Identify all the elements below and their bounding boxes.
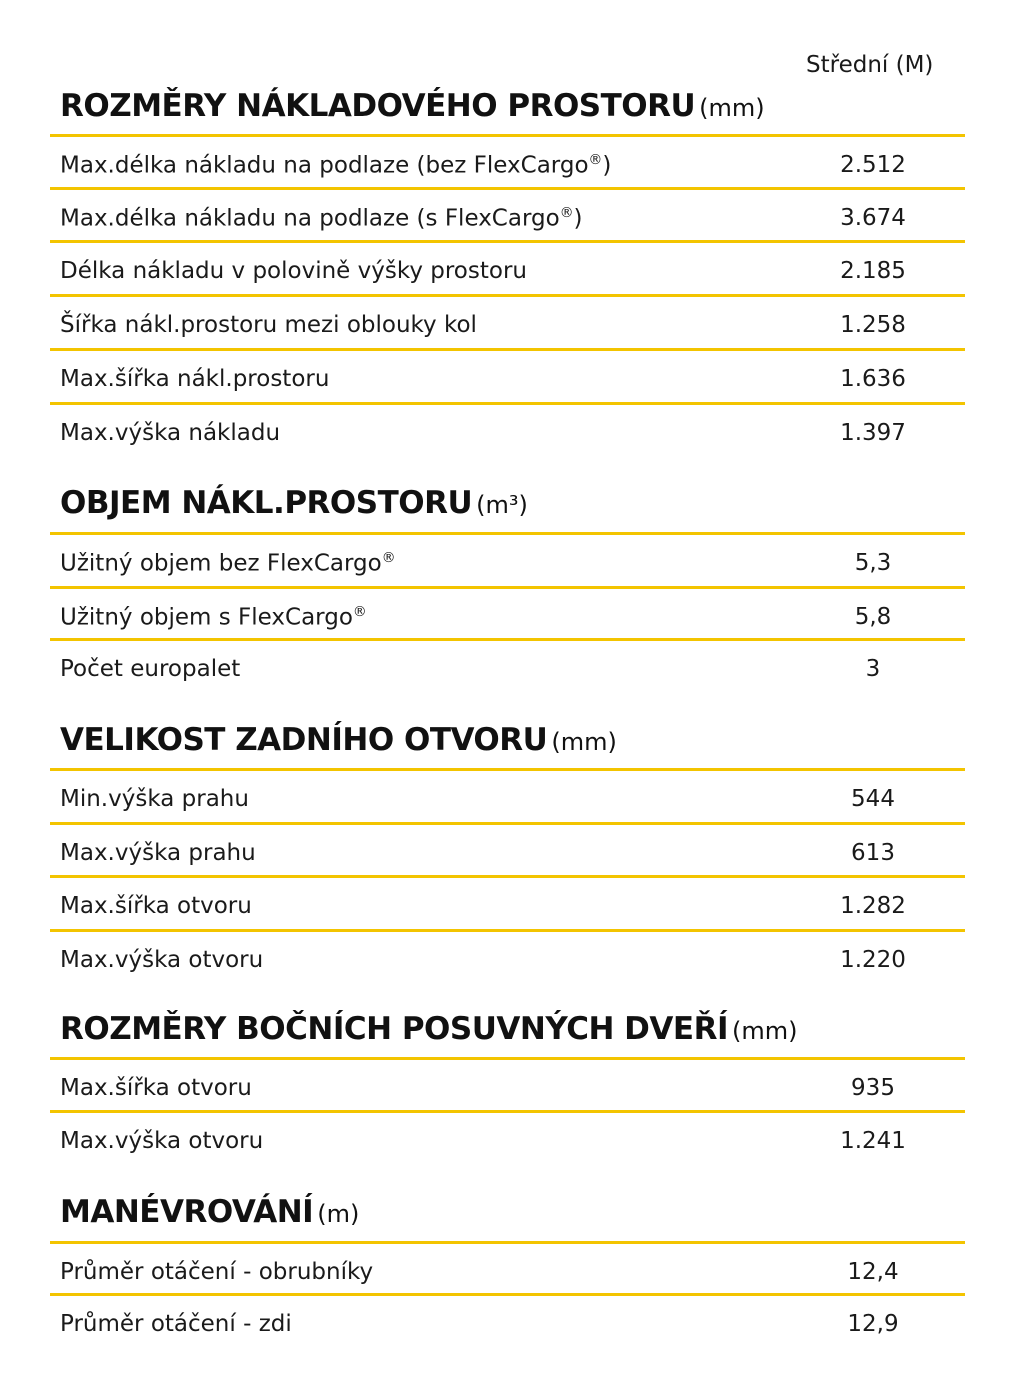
table-row (50, 644, 965, 696)
row-value: 1.241 (840, 1128, 906, 1154)
section-title-text: ROZMĚRY NÁKLADOVÉHO PROSTORU (60, 88, 696, 124)
section-title-cargo-volume (60, 485, 528, 521)
row-label: Min.výška prahu (60, 786, 249, 812)
row-label: Průměr otáčení - obrubníky (60, 1259, 374, 1285)
row-label: Užitný objem bez FlexCargo® (60, 550, 396, 577)
divider (50, 532, 965, 535)
divider (50, 929, 965, 932)
section-title-text: ROZMĚRY BOČNÍCH POSUVNÝCH DVEŘÍ (60, 1011, 728, 1047)
divider (50, 822, 965, 825)
section-title-text: OBJEM NÁKL.PROSTORU (60, 485, 473, 521)
table-row (50, 193, 965, 245)
row-label: Max.výška otvoru (60, 947, 264, 973)
divider (50, 240, 965, 243)
row-value: 5,8 (854, 604, 892, 630)
table-row (50, 140, 965, 192)
divider (50, 1057, 965, 1060)
row-label: Max.šířka otvoru (60, 1075, 252, 1101)
row-label: Délka nákladu v polovině výšky prostoru (60, 258, 527, 284)
divider (50, 586, 965, 589)
divider (50, 187, 965, 190)
table-row (50, 408, 965, 460)
column-header-medium: Střední (M) (806, 52, 934, 78)
divider (50, 875, 965, 878)
section-title-text: MANÉVROVÁNÍ (60, 1194, 314, 1230)
table-row (50, 935, 965, 987)
row-label: Max.výška prahu (60, 840, 256, 866)
table-row (50, 881, 965, 933)
row-value: 1.220 (840, 947, 906, 973)
row-label: Šířka nákl.prostoru mezi oblouky kol (60, 312, 477, 338)
divider (50, 638, 965, 641)
table-row (50, 592, 965, 644)
row-value: 613 (851, 840, 895, 866)
section-unit: (m) (317, 1200, 360, 1228)
section-unit: (mm) (699, 94, 765, 122)
row-label: Max.šířka nákl.prostoru (60, 366, 330, 392)
section-unit: (mm) (551, 728, 617, 756)
row-value: 935 (851, 1075, 895, 1101)
table-row (50, 774, 965, 826)
table-row (50, 1116, 965, 1168)
row-value: 1.258 (840, 312, 906, 338)
row-label: Max.délka nákladu na podlaze (bez FlexCargo®) (60, 152, 612, 179)
row-value: 544 (851, 786, 895, 812)
divider (50, 768, 965, 771)
table-row (50, 1247, 965, 1299)
table-row (50, 538, 965, 590)
row-label: Max.šířka otvoru (60, 893, 252, 919)
row-label: Užitný objem s FlexCargo® (60, 604, 367, 631)
row-label: Průměr otáčení - zdi (60, 1311, 292, 1337)
section-title-rear-opening (60, 722, 617, 758)
section-unit: (mm) (731, 1017, 798, 1045)
row-value: 1.397 (840, 420, 906, 446)
row-label: Max.výška nákladu (60, 420, 281, 446)
section-unit: (m³) (476, 491, 528, 519)
table-row (50, 828, 965, 880)
row-value: 2.512 (840, 152, 906, 178)
divider (50, 1110, 965, 1113)
divider (50, 348, 965, 351)
section-title-cargo-dimensions (60, 88, 765, 124)
section-title-text: VELIKOST ZADNÍHO OTVORU (60, 722, 548, 758)
table-row (50, 1063, 965, 1115)
row-value: 12,4 (847, 1259, 899, 1285)
divider (50, 1241, 965, 1244)
row-label: Počet europalet (60, 656, 241, 682)
divider (50, 294, 965, 297)
row-value: 1.282 (840, 893, 906, 919)
row-value: 12,9 (847, 1311, 899, 1337)
row-value: 3.674 (840, 205, 906, 231)
table-row (50, 246, 965, 298)
row-value: 3 (865, 656, 881, 682)
row-label: Max.délka nákladu na podlaze (s FlexCargo®) (60, 205, 583, 232)
row-value: 2.185 (840, 258, 906, 284)
table-row (50, 354, 965, 406)
divider (50, 1293, 965, 1296)
section-title-sliding-door (60, 1011, 797, 1047)
divider (50, 134, 965, 137)
divider (50, 402, 965, 405)
row-label: Max.výška otvoru (60, 1128, 264, 1154)
row-value: 5,3 (854, 550, 892, 576)
row-value: 1.636 (840, 366, 906, 392)
table-row (50, 1299, 965, 1351)
table-row (50, 300, 965, 352)
section-title-maneuvering (60, 1194, 359, 1230)
